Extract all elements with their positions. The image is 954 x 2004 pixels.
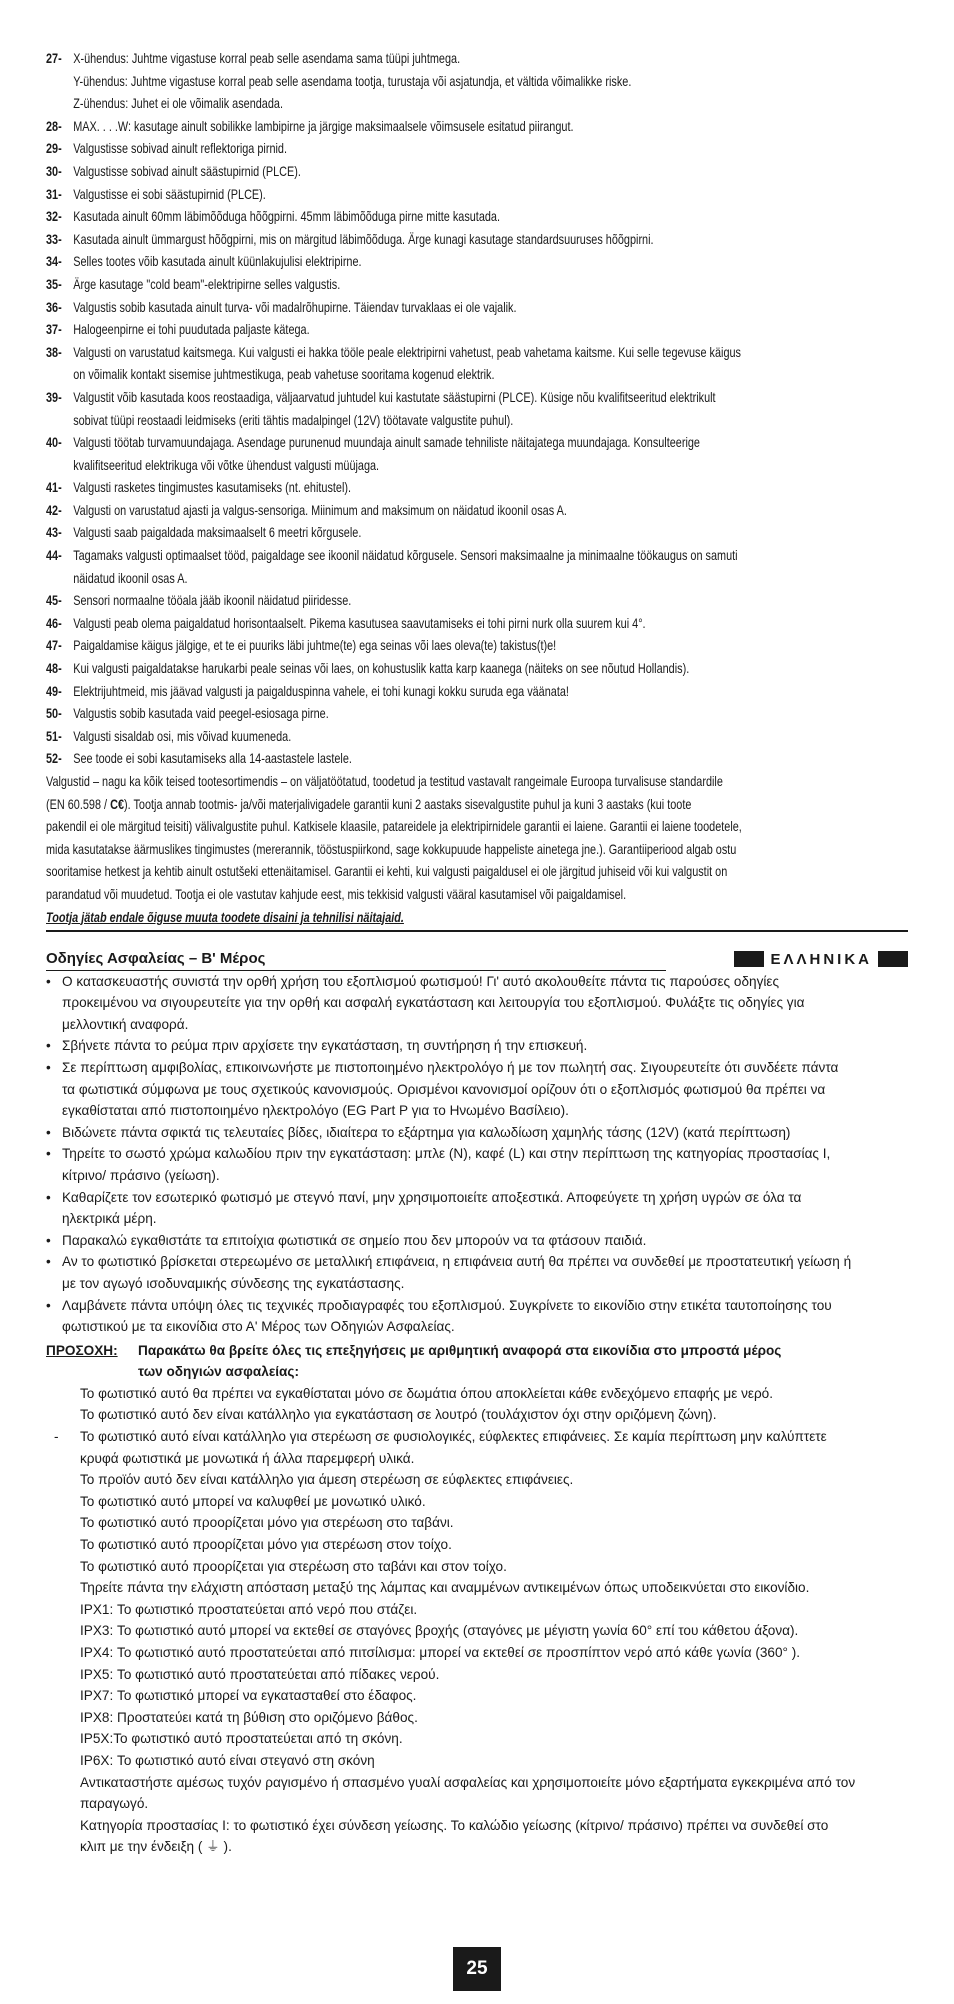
item-text bbox=[73, 477, 908, 500]
item-text bbox=[73, 726, 908, 749]
item-number: 49- bbox=[46, 683, 62, 699]
numbered-item bbox=[46, 297, 908, 320]
item-line: MAX. . . .W: kasutage ainult sobilikke lambipirne ja järgige maksimaalsele võimsusele esitatud piirangut. bbox=[73, 118, 574, 134]
item-number: 36- bbox=[46, 299, 62, 315]
warranty-line: mida kasutatakse äärmuslikes tingimustes (mererannik, tööstuspiirkond, sage kokkupuude happeliste ainetega jne.). Garantiiperiood algab ostu bbox=[46, 841, 737, 857]
manual-page bbox=[46, 48, 908, 929]
explanation-line: παραγωγό. bbox=[80, 1796, 149, 1812]
numbered-item bbox=[46, 184, 908, 207]
warranty-line: parandatud või muudetud. Tootja ei ole vastutav kahjude eest, mis tekkisid valgusti vääral kasutamisel või paigaldamisel. bbox=[46, 886, 627, 902]
item-text bbox=[73, 184, 908, 207]
item-number: 42- bbox=[46, 502, 62, 518]
explanation-line: IPX1: Το φωτιστικό προστατεύεται από νερό που στάζει. bbox=[80, 1601, 418, 1617]
icon-explanations-a bbox=[46, 1383, 908, 1426]
warranty-paragraph bbox=[46, 771, 908, 929]
numbered-item bbox=[46, 229, 908, 252]
item-number: 27- bbox=[46, 51, 62, 66]
item-line: Valgustit võib kasutada koos reostaadiga, väljaarvatud juhtudel kui kastutate säästupirni (PLCE). Küsige nõu kvalifitseeritud elektrikult bbox=[73, 389, 716, 405]
bullet-dot-icon: • bbox=[46, 1124, 51, 1140]
numbered-item bbox=[46, 703, 908, 726]
numbered-item bbox=[46, 342, 908, 387]
bullet-line: Αν το φωτιστικό βρίσκεται στερεωμένο σε μεταλλική επιφάνεια, η επιφάνεια αυτή θα πρέπει να συνδεθεί με προστατευτική γείωση ή bbox=[62, 1254, 852, 1270]
numbered-item bbox=[46, 116, 908, 139]
item-text bbox=[73, 274, 908, 297]
item-text bbox=[73, 613, 908, 636]
explanation-line: Τηρείτε πάντα την ελάχιστη απόσταση μεταξύ της λάμπας και αναμμένων αντικειμένων όπως υποδεικνύεται στο εικονίδιο. bbox=[80, 1580, 810, 1596]
numbered-item bbox=[46, 658, 908, 681]
item-line: Z-ühendus: Juhet ei ole võimalik asendada. bbox=[73, 96, 283, 112]
bullet-line: Σβήνετε πάντα το ρεύμα πριν αρχίσετε την εγκατάσταση, τη συντήρηση ή την επισκευή. bbox=[62, 1038, 588, 1054]
page-number: 25 bbox=[453, 1947, 501, 1991]
explanation-line: κρυφά φωτιστικά με μονωτικά ή άλλα παρεμφερή υλικά. bbox=[80, 1450, 415, 1466]
numbered-item bbox=[46, 319, 908, 342]
bullet-item bbox=[46, 1122, 908, 1144]
explanation-line: Αντικαταστήστε αμέσως τυχόν ραγισμένο ή σπασμένο γυαλί ασφαλείας και χρησιμοποιείτε μόνο εξαρτήματα εγκεκριμένα από τον bbox=[80, 1774, 856, 1790]
bullet-line: προκειμένου να σιγουρευτείτε για την ορθή και ασφαλή εγκατάσταση και λειτουργία του εξοπλισμού. Φυλάξτε τις οδηγίες για bbox=[62, 995, 805, 1011]
item-line: Valgustisse ei sobi säästupirnid (PLCE). bbox=[73, 186, 266, 202]
numbered-item bbox=[46, 522, 908, 545]
greek-header bbox=[46, 948, 908, 971]
numbered-item bbox=[46, 613, 908, 636]
item-text bbox=[73, 116, 908, 139]
warning-text bbox=[138, 1340, 908, 1383]
warning-label: ΠΡΟΣΟΧΗ: bbox=[46, 1342, 118, 1358]
bullet-text bbox=[62, 1035, 908, 1057]
item-text bbox=[73, 748, 908, 771]
warranty-line-ce bbox=[46, 794, 908, 817]
dash-item-text bbox=[80, 1426, 827, 1469]
item-text bbox=[73, 432, 908, 477]
bullet-dot-icon: • bbox=[46, 1059, 51, 1075]
numbered-item bbox=[46, 748, 908, 771]
explanation-line: Το φωτιστικό αυτό είναι κατάλληλο για στερέωση σε φυσιολογικές, εύφλεκτες επιφάνειες. Σε καμία περίπτωση μην καλύπτετε bbox=[80, 1429, 827, 1445]
bullet-text bbox=[62, 1057, 908, 1122]
warning-line: των οδηγιών ασφαλείας: bbox=[138, 1364, 299, 1380]
explanation-line: Κατηγορία προστασίας I: το φωτιστικό έχει σύνδεση γείωσης. Το καλώδιο γείωσης (κίτρινο/ πράσινο) πρέπει να συνδεθεί στο bbox=[80, 1817, 829, 1833]
item-number: 34- bbox=[46, 254, 62, 270]
numbered-item bbox=[46, 387, 908, 432]
greek-section-title: Οδηγίες Ασφαλείας – Β' Μέρος bbox=[46, 948, 666, 971]
bullet-item bbox=[46, 1230, 908, 1252]
bullet-text bbox=[62, 1230, 908, 1252]
bullet-item bbox=[46, 971, 908, 1036]
item-text bbox=[73, 658, 908, 681]
bullet-text bbox=[62, 1187, 908, 1230]
item-text bbox=[73, 545, 908, 590]
item-line: Valgustis sobib kasutada vaid peegel-esiosaga pirne. bbox=[73, 706, 329, 722]
item-number: 31- bbox=[46, 186, 62, 202]
item-text bbox=[73, 590, 908, 613]
bullet-item bbox=[46, 1295, 908, 1338]
item-line: Valgusti on varustatud kaitsmega. Kui valgusti ei hakka tööle peale elektripirni vahetust, peab vahetama kaitsme. Kui selle tegevuse käigus bbox=[73, 344, 741, 360]
item-line: Valgusti saab paigaldada maksimaalselt 6 meetri kõrgusele. bbox=[73, 525, 362, 541]
item-number: 30- bbox=[46, 163, 62, 179]
item-text bbox=[73, 387, 908, 432]
bullet-text bbox=[62, 1122, 908, 1144]
explanation-line: IPX7: Το φωτιστικό μπορεί να εγκατασταθεί στο έδαφος. bbox=[80, 1688, 417, 1704]
item-line: Valgusti sisaldab osi, mis võivad kuumeneda. bbox=[73, 728, 292, 744]
item-line: Ärge kasutage "cold beam"-elektripirne selles valgustis. bbox=[73, 276, 341, 292]
item-text bbox=[73, 703, 908, 726]
badge-block-right bbox=[878, 951, 908, 967]
numbered-item bbox=[46, 500, 908, 523]
item-text bbox=[73, 681, 908, 704]
explanation-line: Το φωτιστικό αυτό δεν είναι κατάλληλο για εγκατάσταση σε λουτρό (τουλάχιστον όχι στην οριζόμενη ζώνη). bbox=[80, 1407, 717, 1423]
bullet-dot-icon: • bbox=[46, 1038, 51, 1054]
explanation-line: IPX5: Το φωτιστικό αυτό προστατεύεται από πίδακες νερού. bbox=[80, 1666, 440, 1682]
numbered-item bbox=[46, 477, 908, 500]
item-line: Valgustis sobib kasutada ainult turva- või madalrõhupirne. Täiendav turvaklaas ei ole vajalik. bbox=[73, 299, 517, 315]
explanation-line: IPX8: Προστατεύει κατά τη βύθιση στο οριζόμενο βάθος. bbox=[80, 1709, 418, 1725]
item-text bbox=[73, 297, 908, 320]
bullet-item bbox=[46, 1251, 908, 1294]
bullet-text bbox=[62, 1295, 908, 1338]
item-number: 41- bbox=[46, 480, 62, 496]
item-line: Kui valgusti paigaldatakse harukarbi peale seinas või laes, on kohustuslik katta karp kaanega (näiteks on see nõutud Hollandis). bbox=[73, 661, 690, 677]
bullet-line: Λαμβάνετε πάντα υπόψη όλες τις τεχνικές προδιαγραφές του εξοπλισμού. Συγκρίνετε το εικονίδιο στην ετικέτα ταυτοποίησης του bbox=[62, 1297, 832, 1313]
explanation-line: IP5X:Το φωτιστικό αυτό προστατεύεται από τη σκόνη. bbox=[80, 1731, 403, 1747]
bullet-dot-icon: • bbox=[46, 1189, 51, 1205]
item-line: Valgustisse sobivad ainult reflektoriga pirnid. bbox=[73, 141, 287, 157]
item-text bbox=[73, 522, 908, 545]
warranty-line: Valgustid – nagu ka kõik teised tootesortimendis – on väljatöötatud, toodetud ja testitud vastavalt rangeimale Euroopa turvalisuse standardile bbox=[46, 774, 723, 789]
bullet-line: εγκαθίσταται από πιστοποιημένο ηλεκτρολόγο (EG Part P για το Ηνωμένο Βασίλειο). bbox=[62, 1103, 569, 1119]
bullet-line: Παρακαλώ εγκαθιστάτε τα επιτοίχια φωτιστικά σε σημείο που δεν μπορούν να τα φτάσουν παιδιά. bbox=[62, 1232, 647, 1248]
dash-marker: - bbox=[54, 1429, 59, 1445]
warranty-text: ). Tootja annab tootmis- ja/või materjalivigadele garantii kuni 2 aastaks sisevalgustite puhul ja kuni 3 aastaks (kui toote bbox=[124, 796, 692, 812]
bullet-text bbox=[62, 1143, 908, 1186]
explanation-line: Το φωτιστικό αυτό προορίζεται μόνο για στερέωση στο ταβάνι. bbox=[80, 1515, 454, 1531]
numbered-item bbox=[46, 681, 908, 704]
bullet-line: τα φωτιστικά σύμφωνα με τους σχετικούς κανονισμούς. Ορισμένοι κανονισμοί ορίζουν ότι ο εξοπλισμός φωτισμού θα πρέπει να bbox=[62, 1081, 826, 1097]
item-number: 47- bbox=[46, 638, 62, 654]
item-number: 46- bbox=[46, 615, 62, 631]
warranty-text: (EN 60.598 / bbox=[46, 796, 111, 812]
numbered-item bbox=[46, 274, 908, 297]
bullet-item bbox=[46, 1187, 908, 1230]
item-number: 32- bbox=[46, 209, 62, 225]
item-line: sobivat tüüpi reostaadi leidmiseks (eriti tähtis madalpingel (12V) töötavate valgustite puhul). bbox=[73, 412, 514, 428]
bullet-dot-icon: • bbox=[46, 1254, 51, 1270]
explanation-line: κλιπ με την ένδειξη ( ⏚ ). bbox=[80, 1839, 232, 1855]
bullet-line: Βιδώνετε πάντα σφικτά τις τελευταίες βίδες, ιδιαίτερα το εξάρτημα για καλωδίωση χαμηλής τάσης (12V) (κατά περίπτωση) bbox=[62, 1124, 791, 1140]
bullet-item bbox=[46, 1035, 908, 1057]
item-line: Selles tootes võib kasutada ainult küünlakujulisi elektripirne. bbox=[73, 254, 362, 270]
item-line: Elektrijuhtmeid, mis jäävad valgusti ja paigalduspinna vahele, ei tohi kunagi kokku suruda ega väänata! bbox=[73, 683, 569, 699]
numbered-item bbox=[46, 161, 908, 184]
item-number: 45- bbox=[46, 593, 62, 609]
item-number: 28- bbox=[46, 118, 62, 134]
numbered-item bbox=[46, 590, 908, 613]
item-text bbox=[73, 342, 908, 387]
bullet-text bbox=[62, 971, 908, 1036]
item-text bbox=[73, 206, 908, 229]
rights-reserved-note: Tootja jätab endale õiguse muuta toodete disaini ja tehnilisi näitajaid. bbox=[46, 909, 404, 925]
explanation-line: Το φωτιστικό αυτό προορίζεται για στερέωση στο ταβάνι και στον τοίχο. bbox=[80, 1558, 507, 1574]
bullet-item bbox=[46, 1143, 908, 1186]
numbered-item bbox=[46, 251, 908, 274]
item-number: 38- bbox=[46, 344, 62, 360]
explanation-line: Το φωτιστικό αυτό θα πρέπει να εγκαθίσταται μόνο σε δωμάτια όπου αποκλείεται κάθε ενδεχόμενο επαφής με νερό. bbox=[80, 1385, 774, 1401]
bullet-dot-icon: • bbox=[46, 973, 51, 989]
item-text bbox=[73, 161, 908, 184]
item-number: 48- bbox=[46, 661, 62, 677]
section-divider bbox=[46, 930, 908, 932]
item-line: Kasutada ainult 60mm läbimõõduga hõõgpirni. 45mm läbimõõduga pirne mitte kasutada. bbox=[73, 209, 500, 225]
item-number: 44- bbox=[46, 548, 62, 564]
bullet-line: κίτρινο/ πράσινο (γείωση). bbox=[62, 1167, 220, 1183]
item-number: 52- bbox=[46, 751, 62, 767]
icon-explanations-b bbox=[46, 1469, 908, 1858]
explanation-line: Το προϊόν αυτό δεν είναι κατάλληλο για άμεση στερέωση σε εύφλεκτες επιφάνειες. bbox=[80, 1472, 574, 1488]
item-line: kvalifitseeritud elektrikuga või võtke ühendust valgusti müüjaga. bbox=[73, 457, 380, 473]
explanation-line: IPX3: Το φωτιστικό αυτό μπορεί να εκτεθεί σε σταγόνες βροχής (σταγόνες με μέγιστη γωνία 60° επί του κάθετου άξονα). bbox=[80, 1623, 799, 1639]
numbered-item bbox=[46, 432, 908, 477]
item-text bbox=[73, 251, 908, 274]
bullet-line: Σε περίπτωση αμφιβολίας, επικοινωνήστε με πιστοποιημένο ηλεκτρολόγο ή με τον πωλητή σας. Σιγουρευτείτε ότι συνδέετε πάντα bbox=[62, 1059, 839, 1075]
item-line: Y-ühendus: Juhtme vigastuse korral peab selle asendama tootja, turustaja või asjatundja, et vältida võimalikke riske. bbox=[73, 73, 632, 89]
warranty-line: sooritamise hetkest ja kehtib ainult ostutšeki ettenäitamisel. Garantii ei kehti, kui valgusti paigaldusel ei ole järgitud juhiseid või kui valgustit on bbox=[46, 864, 728, 880]
item-text bbox=[73, 229, 908, 252]
warranty-line: pakendil ei ole märgitud teisiti) välivalgustite puhul. Katkisele klaasile, patareidele ja elektripirnidele garantii ei laiene. Garantii ei laiene toodetele, bbox=[46, 819, 742, 835]
ce-mark-icon: C€ bbox=[110, 796, 124, 812]
language-label: ΕΛΛΗΝΙΚΑ bbox=[770, 950, 872, 968]
item-line: Sensori normaalne tööala jääb ikoonil näidatud piiridesse. bbox=[73, 593, 352, 609]
item-number: 43- bbox=[46, 525, 62, 541]
numbered-item bbox=[46, 206, 908, 229]
explanation-line: Το φωτιστικό αυτό μπορεί να καλυφθεί με μονωτικό υλικό. bbox=[80, 1493, 426, 1509]
item-number: 37- bbox=[46, 322, 62, 338]
item-line: Valgusti töötab turvamuundajaga. Asendage purunenud muundaja ainult samade tehniliste näitajatega muundajaga. Konsulteerige bbox=[73, 435, 700, 451]
bullet-text bbox=[62, 1251, 908, 1294]
bullet-line: μελλοντική αναφορά. bbox=[62, 1016, 189, 1032]
item-line: See toode ei sobi kasutamiseks alla 14-aastastele lastele. bbox=[73, 751, 352, 767]
item-line: Valgusti rasketes tingimustes kasutamiseks (nt. ehitustel). bbox=[73, 480, 352, 496]
item-line: Paigaldamise käigus jälgige, et te ei puuriks läbi juhtme(te) ega seinas või laes oleva(te) takistus(t)e! bbox=[73, 638, 557, 654]
explanation-line: IPX4: Το φωτιστικό αυτό προστατεύεται από πιτσίλισμα: μπορεί να εκτεθεί σε προσπίπτον νερό από κάθε γωνία (360° ). bbox=[80, 1645, 801, 1660]
bullet-item bbox=[46, 1057, 908, 1122]
bullet-line: Ο κατασκευαστής συνιστά την ορθή χρήση του εξοπλισμού φωτισμού! Γι' αυτό ακολουθείτε πάντα τις παρούσες οδηγίες bbox=[62, 973, 779, 989]
item-text bbox=[73, 635, 908, 658]
item-number: 51- bbox=[46, 728, 62, 744]
bullet-line: ηλεκτρικά μέρη. bbox=[62, 1211, 157, 1227]
item-number: 35- bbox=[46, 276, 62, 292]
item-text bbox=[73, 138, 908, 161]
language-badge bbox=[734, 949, 908, 971]
badge-block-left bbox=[734, 951, 764, 967]
bullet-line: Τηρείτε το σωστό χρώμα καλωδίου πριν την εγκατάσταση: μπλε (N), καφέ (L) και στην περίπτωση της κατηγορίας προστασίας I, bbox=[62, 1146, 831, 1162]
estonian-section bbox=[46, 48, 908, 929]
item-line: Kasutada ainult ümmargust hõõgpirni, mis on märgitud läbimõõduga. Ärge kunagi kasutage standardsuuruses hõõgpirni. bbox=[73, 231, 654, 247]
numbered-item bbox=[46, 726, 908, 749]
warning-line: Παρακάτω θα βρείτε όλες τις επεξηγήσεις με αριθμητική αναφορά στα εικονίδια στο μπροστά μέρος bbox=[138, 1342, 782, 1358]
bullet-dot-icon: • bbox=[46, 1146, 51, 1162]
item-number: 40- bbox=[46, 435, 62, 451]
safety-bullet-list bbox=[46, 971, 908, 1338]
item-line: Tagamaks valgusti optimaalset tööd, paigaldage see ikoonil näidatud kõrgusele. Sensori maksimaalne ja minimaalne töökaugus on samuti bbox=[73, 548, 738, 564]
item-line: Valgusti peab olema paigaldatud horisontaalselt. Pikema kasutusea saavutamiseks ei tohi pirni nurk olla suurem kui 4°. bbox=[73, 615, 646, 631]
item-text bbox=[73, 48, 908, 116]
numbered-item bbox=[46, 48, 908, 116]
numbered-item bbox=[46, 545, 908, 590]
item-line: on võimalik kontakt sisemise juhtmestikuga, peab vahetuse sooritama kogenud elektrik. bbox=[73, 367, 495, 383]
item-text bbox=[73, 319, 908, 342]
explanation-line: Το φωτιστικό αυτό προορίζεται μόνο για στερέωση στον τοίχο. bbox=[80, 1537, 452, 1553]
numbered-item bbox=[46, 635, 908, 658]
bullet-line: φωτιστικού με τα εικονίδια στο Α' Μέρος των Οδηγιών Ασφαλείας. bbox=[62, 1319, 455, 1335]
item-line: Halogeenpirne ei tohi puudutada paljaste kätega. bbox=[73, 322, 310, 338]
item-number: 50- bbox=[46, 706, 62, 722]
bullet-dot-icon: • bbox=[46, 1297, 51, 1313]
item-number: 29- bbox=[46, 141, 62, 157]
bullet-line: με τον αγωγό ισοδυναμικής σύνδεσης της εγκατάστασης. bbox=[62, 1275, 405, 1291]
item-number: 39- bbox=[46, 389, 62, 405]
warning-block bbox=[46, 1340, 908, 1383]
bullet-dot-icon: • bbox=[46, 1232, 51, 1248]
item-line: Valgustisse sobivad ainult säästupirnid (PLCE). bbox=[73, 163, 301, 179]
item-line: X-ühendus: Juhtme vigastuse korral peab selle asendama sama tüüpi juhtmega. bbox=[73, 51, 461, 66]
item-line: näidatud ikoonil osas A. bbox=[73, 570, 188, 586]
bullet-line: Καθαρίζετε τον εσωτερικό φωτισμό με στεγνό πανί, μην χρησιμοποιείτε αποξεστικά. Αποφεύγετε τη χρήση υγρών σε όλα τα bbox=[62, 1189, 802, 1205]
numbered-item bbox=[46, 138, 908, 161]
item-text bbox=[73, 500, 908, 523]
item-number: 33- bbox=[46, 231, 62, 247]
greek-section bbox=[46, 948, 908, 1858]
explanation-line: IP6X: Το φωτιστικό αυτό είναι στεγανό στη σκόνη bbox=[80, 1752, 375, 1768]
dash-item bbox=[46, 1426, 908, 1469]
item-line: Valgusti on varustatud ajasti ja valgus-sensoriga. Miinimum and maksimum on näidatud ikoonil osas A. bbox=[73, 502, 567, 518]
